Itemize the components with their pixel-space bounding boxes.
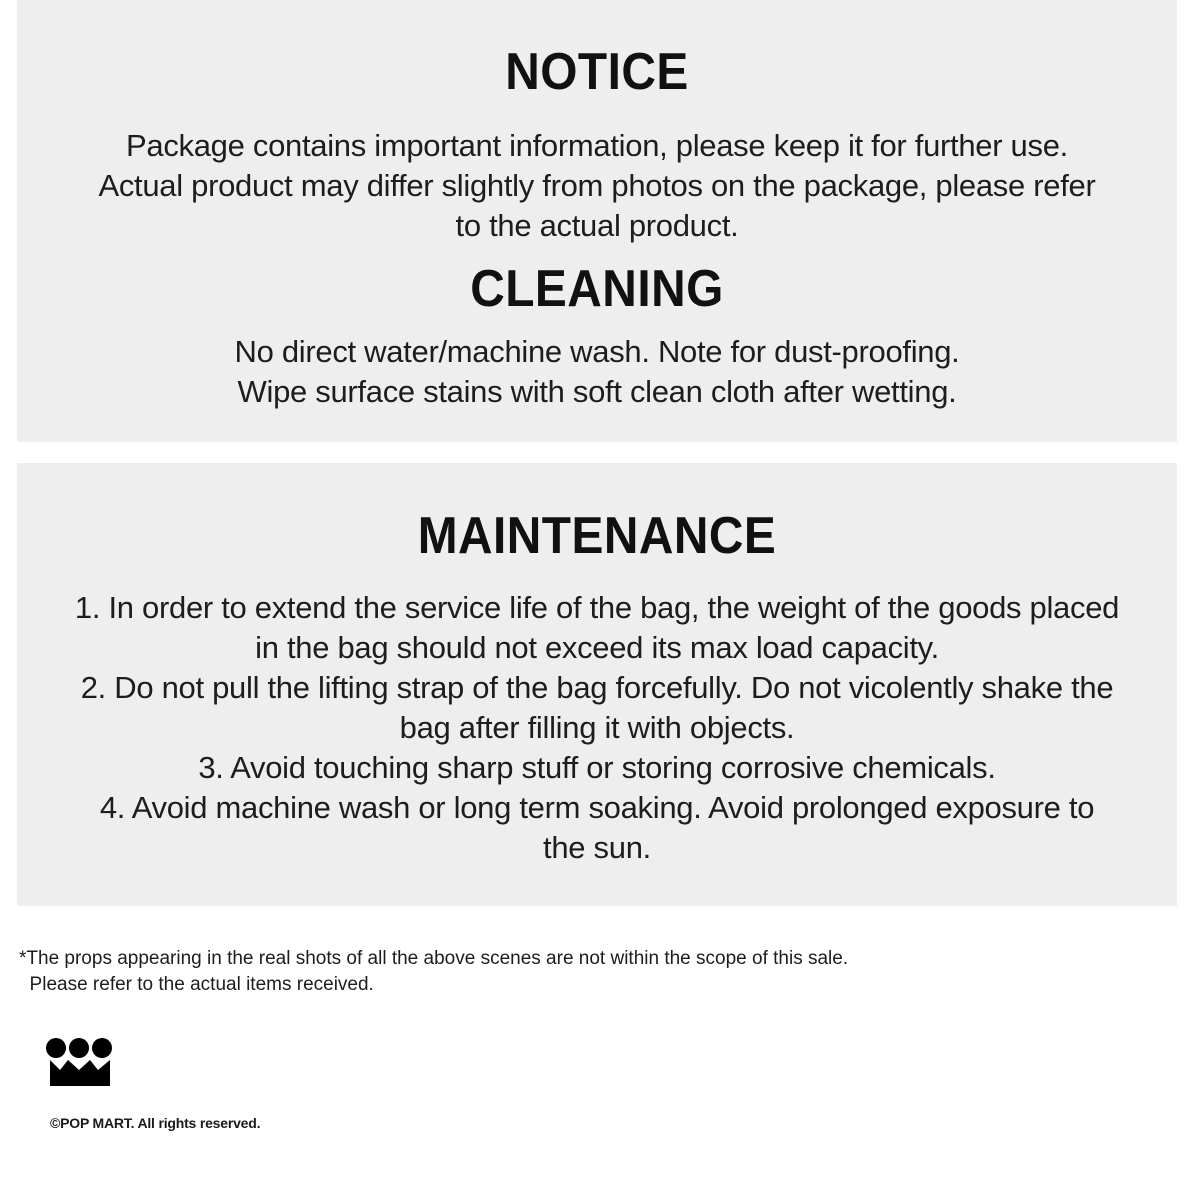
notice-line: Actual product may differ slightly from photos on the package, please refer: [98, 168, 1096, 203]
disclaimer-line: *The props appearing in the real shots of all the above scenes are not within the scope of this sale.: [19, 948, 849, 969]
cleaning-line: No direct water/machine wash. Note for dust-proofing.: [234, 334, 960, 369]
disclaimer-line: Please refer to the actual items received.: [19, 974, 374, 995]
cleaning-line: Wipe surface stains with soft clean cloth after wetting.: [237, 374, 957, 409]
notice-line: to the actual product.: [455, 208, 739, 243]
maintenance-line: 3. Avoid touching sharp stuff or storing corrosive chemicals.: [198, 750, 996, 785]
disclaimer: [19, 946, 848, 998]
maintenance-line: 4. Avoid machine wash or long term soaking. Avoid prolonged exposure to: [99, 790, 1095, 825]
maintenance-heading: MAINTENANCE: [417, 507, 777, 565]
maintenance-line: bag after filling it with objects.: [399, 710, 795, 745]
cleaning-text: [37, 332, 1157, 412]
maintenance-panel: [17, 463, 1177, 906]
maintenance-line: the sun.: [543, 830, 651, 865]
notice-line: Package contains important information, please keep it for further use.: [126, 128, 1068, 163]
cleaning-heading: CLEANING: [470, 260, 724, 318]
maintenance-text: [37, 588, 1157, 868]
maintenance-line: in the bag should not exceed its max load capacity.: [255, 630, 939, 665]
notice-text: [37, 126, 1157, 246]
maintenance-line: 1. In order to extend the service life of the bag, the weight of the goods placed: [74, 590, 1120, 625]
copyright-text: ©POP MART. All rights reserved.: [50, 1115, 261, 1131]
pop-mart-crown-icon: [45, 1036, 117, 1088]
maintenance-line: 2. Do not pull the lifting strap of the bag forcefully. Do not vicolently shake the: [80, 670, 1114, 705]
notice-cleaning-panel: [17, 0, 1177, 442]
notice-heading: NOTICE: [505, 43, 689, 101]
